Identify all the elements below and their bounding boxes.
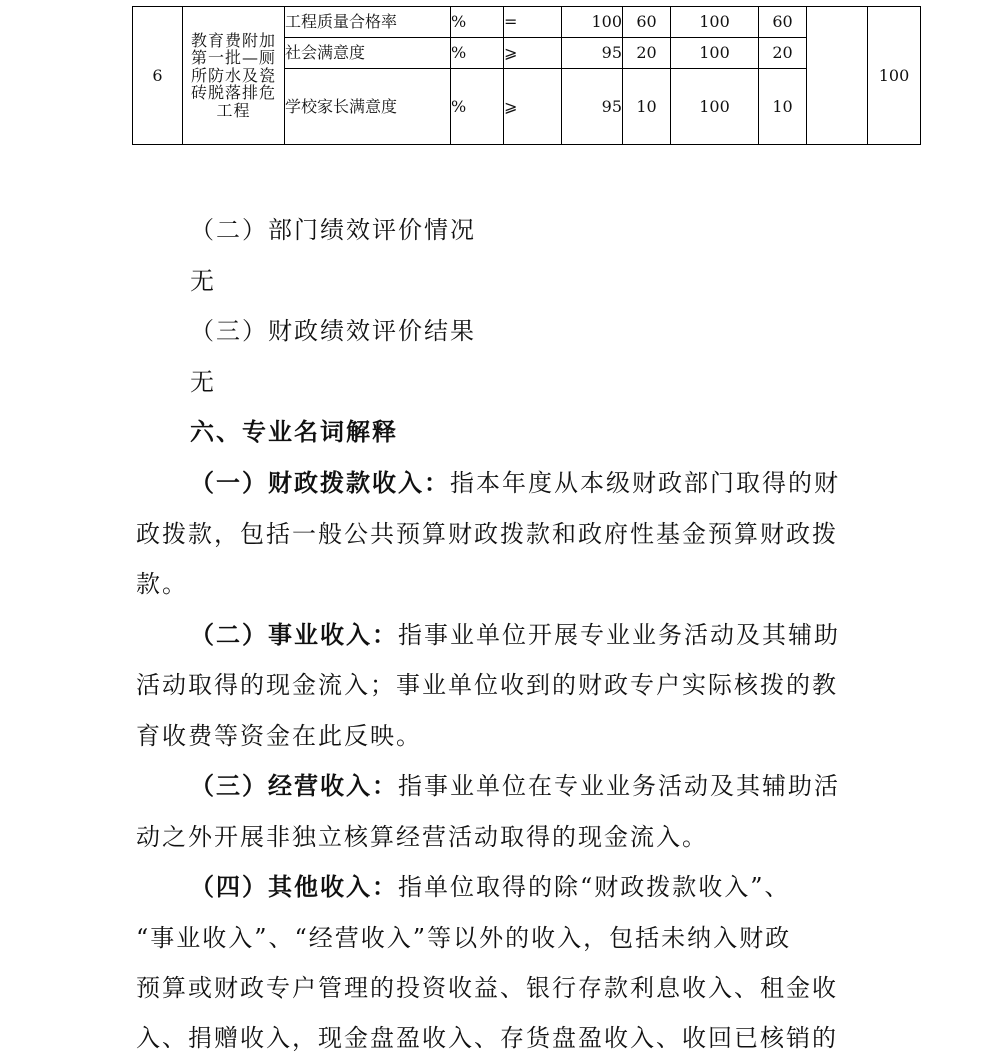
term1-paragraph (190, 463, 840, 498)
weight-cell: 10 (623, 69, 671, 145)
term4-label: （四）其他收入： (190, 872, 398, 901)
term1-text: 指本年度从本级财政部门取得的财 (450, 469, 840, 497)
operator-cell: ⩾ (504, 38, 562, 69)
term1-line: 政拨款，包括一般公共预算财政拨款和政府性基金预算财政拨 (136, 520, 838, 548)
unit-cell: % (451, 69, 504, 145)
score-cell: 20 (759, 38, 807, 69)
score-cell: 60 (759, 7, 807, 38)
term2-line: 育收费等资金在此反映。 (136, 722, 422, 750)
performance-table (132, 6, 921, 145)
term4-text: 指单位取得的除“财政拨款收入”、 (398, 873, 791, 901)
weight-cell: 20 (623, 38, 671, 69)
term1-label: （一）财政拨款收入： (190, 468, 450, 497)
empty-cell (807, 7, 868, 145)
operator-cell: = (504, 7, 562, 38)
score-cell: 10 (759, 69, 807, 145)
dept-eval-body: 无 (190, 267, 216, 295)
fin-eval-body: 无 (190, 368, 216, 396)
term2-label: （二）事业收入： (190, 620, 398, 649)
actual-cell: 100 (671, 7, 759, 38)
term2-line: 活动取得的现金流入；事业单位收到的财政专户实际核拨的教 (136, 671, 838, 699)
indicator-cell: 社会满意度 (285, 38, 451, 69)
actual-cell: 100 (671, 69, 759, 145)
target-cell: 95 (562, 69, 623, 145)
term4-paragraph (190, 867, 791, 902)
term4-line: 入、捐赠收入，现金盘盈收入、存货盘盈收入、收回已核销的 (136, 1024, 838, 1052)
fin-eval-heading: （三）财政绩效评价结果 (190, 317, 476, 345)
term2-text: 指事业单位开展专业业务活动及其辅助 (398, 621, 840, 649)
term3-text: 指事业单位在专业业务活动及其辅助活 (398, 772, 840, 800)
term1-line: 款。 (136, 570, 188, 598)
project-name-cell: 教育费附加第一批—厕所防水及瓷砖脱落排危工程 (183, 7, 285, 145)
term3-paragraph (190, 766, 840, 801)
term3-line: 动之外开展非独立核算经营活动取得的现金流入。 (136, 823, 708, 851)
term3-label: （三）经营收入： (190, 771, 398, 800)
weight-cell: 60 (623, 7, 671, 38)
term4-line: 预算或财政专户管理的投资收益、银行存款利息收入、租金收 (136, 974, 838, 1002)
term4-line: “事业收入”、“经营收入”等以外的收入，包括未纳入财政 (136, 924, 792, 952)
glossary-heading: 六、专业名词解释 (190, 418, 398, 446)
target-cell: 100 (562, 7, 623, 38)
indicator-cell: 学校家长满意度 (285, 69, 451, 145)
actual-cell: 100 (671, 38, 759, 69)
total-score-cell: 100 (868, 7, 921, 145)
table-row (133, 7, 921, 38)
term2-paragraph (190, 615, 840, 650)
unit-cell: % (451, 38, 504, 69)
seq-cell: 6 (133, 7, 183, 145)
dept-eval-heading: （二）部门绩效评价情况 (190, 216, 476, 244)
operator-cell: ⩾ (504, 69, 562, 145)
indicator-cell: 工程质量合格率 (285, 7, 451, 38)
target-cell: 95 (562, 38, 623, 69)
unit-cell: % (451, 7, 504, 38)
